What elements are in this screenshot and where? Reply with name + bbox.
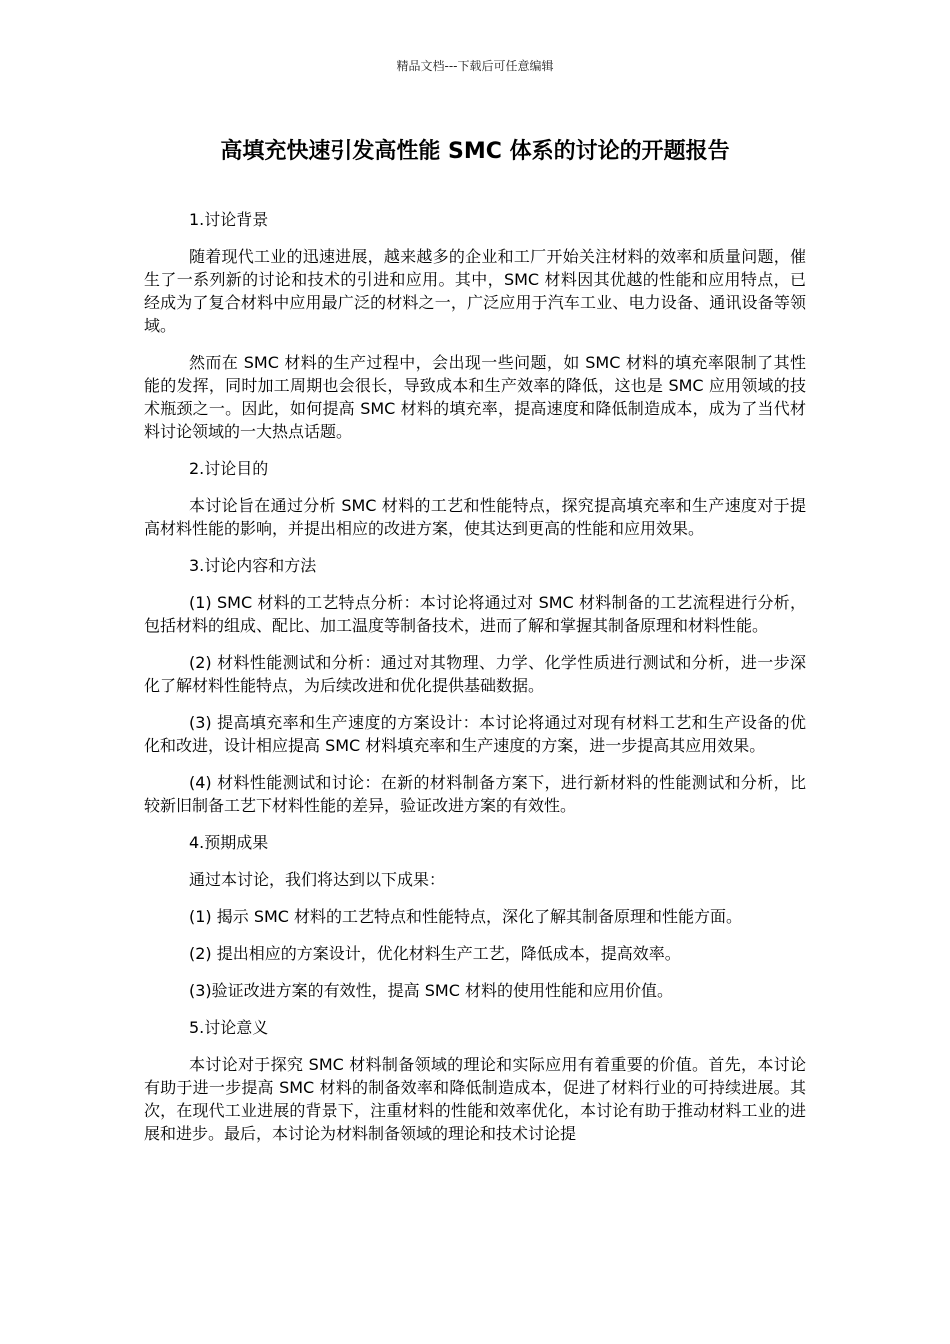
paragraph-method-1: (1) SMC 材料的工艺特点分析：本讨论将通过对 SMC 材料制备的工艺流程进行分析，包括材料的组成、配比、加工温度等制备技术，进而了解和掌握其制备原理和材料性能。 xyxy=(144,593,806,635)
section-heading-significance: 5.讨论意义 xyxy=(189,1018,269,1037)
paragraph-background-2: 然而在 SMC 材料的生产过程中，会出现一些问题，如 SMC 材料的填充率限制了其性能的发挥，同时加工周期也会很长，导致成本和生产效率的降低，这也是 SMC 应用领域的技术瓶颈之一。因此，如何提高 SMC 材料的填充率，提高速度和降低制造成本，成为了当代材料讨论领域的一大热点话题。 xyxy=(144,353,806,441)
paragraph-method-3: (3) 提高填充率和生产速度的方案设计：本讨论将通过对现有材料工艺和生产设备的优化和改进，设计相应提高 SMC 材料填充率和生产速度的方案，进一步提高其应用效果。 xyxy=(144,713,806,755)
paragraph-outcome-3: (3)验证改进方案的有效性，提高 SMC 材料的使用性能和应用价值。 xyxy=(189,981,673,1000)
paragraph-purpose: 本讨论旨在通过分析 SMC 材料的工艺和性能特点，探究提高填充率和生产速度对于提高材料性能的影响，并提出相应的改进方案，使其达到更高的性能和应用效果。 xyxy=(144,496,806,538)
document-body xyxy=(144,208,806,1159)
paragraph-significance: 本讨论对于探究 SMC 材料制备领域的理论和实际应用有着重要的价值。首先，本讨论有助于进一步提高 SMC 材料的制备效率和降低制造成本，促进了材料行业的可持续进展。其次，在现代工业进展的背景下，注重材料的性能和效率优化，本讨论有助于推动材料工业的进展和进步。最后，本讨论为材料制备领域的理论和技术讨论提 xyxy=(144,1055,806,1143)
paragraph-method-2: (2) 材料性能测试和分析：通过对其物理、力学、化学性质进行测试和分析，进一步深化了解材料性能特点，为后续改进和优化提供基础数据。 xyxy=(144,653,806,695)
paragraph-outcomes-intro: 通过本讨论，我们将达到以下成果： xyxy=(189,870,446,889)
paragraph-outcome-1: (1) 揭示 SMC 材料的工艺特点和性能特点，深化了解其制备原理和性能方面。 xyxy=(189,907,743,926)
section-heading-background: 1.讨论背景 xyxy=(189,210,269,229)
paragraph-method-4: (4) 材料性能测试和讨论：在新的材料制备方案下，进行新材料的性能测试和分析，比较新旧制备工艺下材料性能的差异，验证改进方案的有效性。 xyxy=(144,773,806,815)
section-heading-outcomes: 4.预期成果 xyxy=(189,833,269,852)
paragraph-outcome-2: (2) 提出相应的方案设计，优化材料生产工艺，降低成本，提高效率。 xyxy=(189,944,681,963)
document-title: 高填充快速引发高性能 SMC 体系的讨论的开题报告 xyxy=(220,139,730,164)
section-heading-purpose: 2.讨论目的 xyxy=(189,459,269,478)
section-heading-methods: 3.讨论内容和方法 xyxy=(189,556,317,575)
header-watermark: 精品文档---下载后可任意编辑 xyxy=(396,59,554,73)
paragraph-background-1: 随着现代工业的迅速进展，越来越多的企业和工厂开始关注材料的效率和质量问题，催生了一系列新的讨论和技术的引进和应用。其中，SMC 材料因其优越的性能和应用特点，已经成为了复合材料中应用最广泛的材料之一，广泛应用于汽车工业、电力设备、通讯设备等领域。 xyxy=(144,247,806,335)
